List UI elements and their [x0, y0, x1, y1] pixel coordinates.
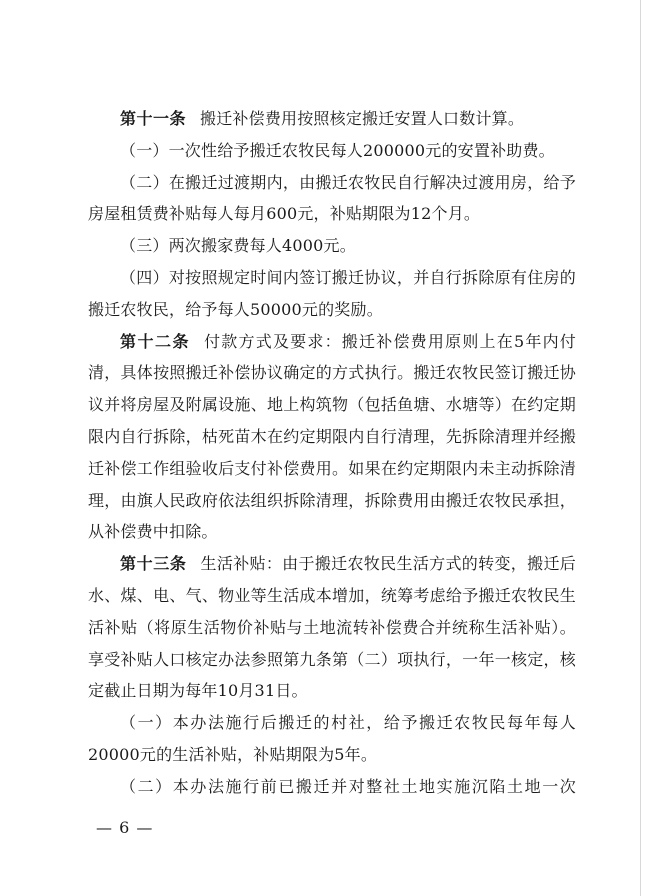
paragraph-text: （二）本办法施行前已搬迁并对整社土地实施沉陷土地一次	[120, 776, 576, 796]
document-body	[88, 103, 576, 803]
paragraph-text: 生活补贴：由于搬迁农牧民生活方式的转变，搬迁后水、煤、电、气、物业等生活成本增加，统筹考虑给予搬迁农牧民生活补贴（将原生活物价补贴与土地流转补偿费合并统称生活补贴）。享受补贴人口核定办法参照第九条第（二）项执行，一年一核定，核定截止日期为每年10月31日。	[88, 554, 576, 701]
page-edge-divider	[640, 0, 641, 896]
article-12	[88, 326, 576, 549]
page-number: — 6 —	[96, 818, 154, 837]
article-label: 第十二条	[120, 331, 191, 351]
paragraph-text: （一）一次性给予搬迁农牧民每人200000元的安置补助费。	[120, 140, 555, 160]
paragraph-text: 搬迁补偿费用按照核定搬迁安置人口数计算。	[200, 109, 525, 128]
article-13	[88, 548, 576, 707]
article-label: 第十三条	[120, 554, 187, 574]
article-13-item-2	[88, 771, 576, 803]
paragraph-text: （二）在搬迁过渡期内，由搬迁农牧民自行解决过渡用房，给予房屋租赁费补贴每人每月600元，补贴期限为12个月。	[88, 172, 576, 224]
article-11-item-4	[88, 262, 576, 326]
paragraph-text: 付款方式及要求：搬迁补偿费用原则上在5年内付清，具体按照搬迁补偿协议确定的方式执行。搬迁农牧民签订搬迁协议并将房屋及附属设施、地上构筑物（包括鱼塘、水塘等）在约定期限内自行拆除，枯死苗木在约定期限内自行清理，先拆除清理并经搬迁补偿工作组验收后支付补偿费用。如果在约定期限内未主动拆除清理，由旗人民政府依法组织拆除清理，拆除费用由搬迁农牧民承担，从补偿费中扣除。	[88, 331, 576, 542]
article-13-item-1	[88, 707, 576, 771]
article-11-item-3	[88, 230, 576, 262]
article-11	[88, 103, 576, 135]
paragraph-text: （四）对按照规定时间内签订搬迁协议，并自行拆除原有住房的搬迁农牧民，给予每人50000元的奖励。	[88, 267, 576, 319]
article-label: 第十一条	[120, 109, 187, 128]
paragraph-text: （一）本办法施行后搬迁的村社，给予搬迁农牧民每年每人20000元的生活补贴，补贴期限为5年。	[88, 713, 576, 764]
article-11-item-2	[88, 167, 576, 231]
paragraph-text: （三）两次搬家费每人4000元。	[120, 236, 356, 256]
article-11-item-1	[88, 135, 576, 167]
